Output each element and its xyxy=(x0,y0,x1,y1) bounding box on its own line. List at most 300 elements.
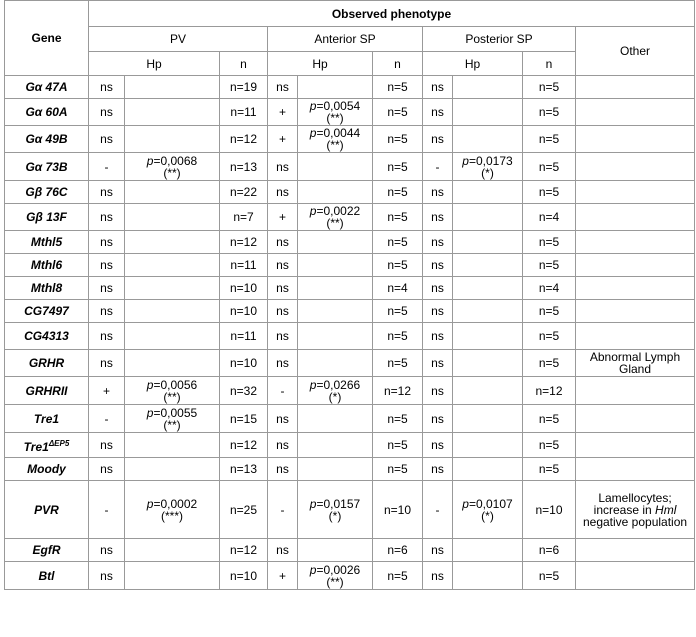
pv-hp-cell: ns xyxy=(89,76,125,99)
p-value: 0,0173 xyxy=(476,153,513,168)
psp-n-cell: n=5 xyxy=(523,231,576,254)
pv-hp-cell: ns xyxy=(89,323,125,350)
significance: (*) xyxy=(481,165,494,180)
table-row xyxy=(5,433,695,458)
asp-hp-cell: - xyxy=(268,377,298,405)
other-cell xyxy=(576,481,695,539)
p-label: p xyxy=(462,153,469,168)
psp-hp-cell: - xyxy=(423,153,453,181)
asp-hp-cell: ns xyxy=(268,76,298,99)
gene-name: GRHRII xyxy=(25,383,68,398)
psp-p-cell xyxy=(453,204,523,231)
psp-hp-cell: ns xyxy=(423,458,453,481)
pv-hp-cell: - xyxy=(89,405,125,433)
asp-n-cell: n=5 xyxy=(373,458,423,481)
psp-hp-cell: ns xyxy=(423,405,453,433)
asp-n-cell: n=5 xyxy=(373,562,423,590)
asp-hp-cell: ns xyxy=(268,181,298,204)
other-text: Abnormal Lymph Gland xyxy=(589,350,681,376)
asp-hp-cell: - xyxy=(268,481,298,539)
pv-p-cell xyxy=(125,562,220,590)
p-label: p xyxy=(309,126,317,140)
pv-p-cell xyxy=(125,231,220,254)
header-asp-hp: Hp xyxy=(268,52,373,76)
psp-n-cell: n=6 xyxy=(523,539,576,562)
pv-n-cell: n=7 xyxy=(220,204,268,231)
gene-name: Gβ 13F xyxy=(26,210,67,224)
gene-cell xyxy=(5,204,89,231)
p-value: 0,0054 xyxy=(323,99,361,113)
other-cell xyxy=(576,277,695,300)
other-cell xyxy=(576,181,695,204)
table-row xyxy=(5,181,695,204)
pv-hp-cell: ns xyxy=(89,539,125,562)
asp-p-cell: p=0,0044 (**) xyxy=(298,126,373,153)
asp-p-cell xyxy=(298,181,373,204)
psp-hp-cell: ns xyxy=(423,277,453,300)
psp-n-cell: n=4 xyxy=(523,277,576,300)
asp-n-cell: n=5 xyxy=(373,99,423,126)
pv-n-cell: n=11 xyxy=(220,254,268,277)
header-posterior-sp: Posterior SP xyxy=(423,27,576,52)
other-cell xyxy=(576,350,695,377)
asp-n-cell: n=5 xyxy=(373,254,423,277)
other-cell xyxy=(576,254,695,277)
psp-n-cell: n=5 xyxy=(523,300,576,323)
psp-n-cell: n=5 xyxy=(523,433,576,458)
psp-n-cell: n=5 xyxy=(523,99,576,126)
asp-hp-cell: ns xyxy=(268,539,298,562)
gene-cell xyxy=(5,377,89,405)
psp-p-cell: p=0,0107 (*) xyxy=(453,481,523,539)
gene-cell xyxy=(5,481,89,539)
asp-p-cell: p=0,0054 (**) xyxy=(298,99,373,126)
pv-p-cell xyxy=(125,458,220,481)
other-cell xyxy=(576,126,695,153)
pv-hp-cell: - xyxy=(89,481,125,539)
asp-hp-cell: ns xyxy=(268,254,298,277)
asp-hp-cell: + xyxy=(268,126,298,153)
other-cell xyxy=(576,231,695,254)
psp-n-cell: n=5 xyxy=(523,254,576,277)
pv-p-cell xyxy=(125,300,220,323)
pv-p-cell xyxy=(125,181,220,204)
gene-cell xyxy=(5,231,89,254)
psp-hp-cell: - xyxy=(423,481,453,539)
pv-p-cell xyxy=(125,76,220,99)
p-value: 0,0056 xyxy=(160,377,198,392)
gene-name: Btl xyxy=(38,568,55,583)
gene-cell xyxy=(5,350,89,377)
significance: (*) xyxy=(328,508,342,523)
header-pv: PV xyxy=(89,27,268,52)
phenotype-table xyxy=(4,0,695,590)
table-row xyxy=(5,481,695,539)
significance: (**) xyxy=(326,111,344,125)
pv-hp-cell: ns xyxy=(89,181,125,204)
p-label: p xyxy=(462,496,469,511)
asp-n-cell: n=4 xyxy=(373,277,423,300)
psp-p-cell: p=0,0173 (*) xyxy=(453,153,523,181)
asp-n-cell: n=5 xyxy=(373,76,423,99)
pv-hp-cell: - xyxy=(89,153,125,181)
pv-n-cell: n=13 xyxy=(220,458,268,481)
psp-p-cell xyxy=(453,539,523,562)
psp-n-cell: n=5 xyxy=(523,562,576,590)
gene-cell xyxy=(5,323,89,350)
pv-hp-cell: + xyxy=(89,377,125,405)
gene-name: Gβ 76C xyxy=(25,185,68,199)
other-cell xyxy=(576,323,695,350)
pv-p-cell: p=0,0056 (**) xyxy=(125,377,220,405)
gene-superscript: ΔEP5 xyxy=(48,438,70,448)
pv-p-cell xyxy=(125,433,220,458)
asp-hp-cell: + xyxy=(268,204,298,231)
psp-n-cell: n=5 xyxy=(523,181,576,204)
asp-hp-cell: ns xyxy=(268,277,298,300)
pv-n-cell: n=12 xyxy=(220,539,268,562)
p-value: 0,0002 xyxy=(160,496,198,511)
pv-n-cell: n=12 xyxy=(220,231,268,254)
other-cell xyxy=(576,458,695,481)
asp-hp-cell: ns xyxy=(268,458,298,481)
gene-cell xyxy=(5,277,89,300)
other-cell xyxy=(576,76,695,99)
psp-hp-cell: ns xyxy=(423,76,453,99)
p-value: 0,0157 xyxy=(323,496,361,511)
pv-hp-cell: ns xyxy=(89,433,125,458)
pv-p-cell: p=0,0002 (***) xyxy=(125,481,220,539)
pv-p-cell: p=0,0068 (**) xyxy=(125,153,220,181)
asp-hp-cell: ns xyxy=(268,153,298,181)
gene-name: CG7497 xyxy=(24,304,69,318)
asp-p-cell: p=0,0157 (*) xyxy=(298,481,373,539)
gene-name: Mthl5 xyxy=(30,235,63,249)
pv-n-cell: n=13 xyxy=(220,153,268,181)
asp-p-cell xyxy=(298,153,373,181)
asp-p-cell xyxy=(298,350,373,377)
gene-name: PVR xyxy=(34,502,59,517)
significance: (**) xyxy=(163,417,181,432)
psp-p-cell xyxy=(453,231,523,254)
significance: (**) xyxy=(326,138,344,152)
other-italic: Hml xyxy=(655,502,677,517)
table-row xyxy=(5,126,695,153)
psp-n-cell: n=5 xyxy=(523,153,576,181)
psp-p-cell xyxy=(453,300,523,323)
psp-p-cell xyxy=(453,377,523,405)
other-cell xyxy=(576,377,695,405)
gene-cell xyxy=(5,76,89,99)
significance: (**) xyxy=(326,216,344,230)
pv-p-cell xyxy=(125,350,220,377)
asp-n-cell: n=5 xyxy=(373,405,423,433)
psp-hp-cell: ns xyxy=(423,300,453,323)
table-row xyxy=(5,350,695,377)
gene-cell xyxy=(5,99,89,126)
psp-p-cell xyxy=(453,76,523,99)
significance: (*) xyxy=(328,389,342,404)
header-gene: Gene xyxy=(5,1,89,76)
pv-n-cell: n=12 xyxy=(220,433,268,458)
gene-name: Gα 47A xyxy=(25,80,68,94)
pv-n-cell: n=19 xyxy=(220,76,268,99)
header-psp-hp: Hp xyxy=(423,52,523,76)
gene-name: Gα 60A xyxy=(25,105,68,119)
pv-n-cell: n=25 xyxy=(220,481,268,539)
psp-hp-cell: ns xyxy=(423,323,453,350)
asp-hp-cell: + xyxy=(268,99,298,126)
significance: (**) xyxy=(326,574,344,589)
p-value: 0,0068 xyxy=(160,153,198,168)
gene-name: Gα 49B xyxy=(25,132,68,146)
asp-n-cell: n=10 xyxy=(373,481,423,539)
asp-n-cell: n=5 xyxy=(373,204,423,231)
psp-hp-cell: ns xyxy=(423,350,453,377)
table-row xyxy=(5,204,695,231)
header-asp-n: n xyxy=(373,52,423,76)
pv-p-cell xyxy=(125,99,220,126)
header-pv-n: n xyxy=(220,52,268,76)
asp-p-cell xyxy=(298,323,373,350)
gene-cell xyxy=(5,153,89,181)
other-text-post: negative population xyxy=(582,514,688,529)
pv-n-cell: n=10 xyxy=(220,350,268,377)
pv-n-cell: n=10 xyxy=(220,300,268,323)
table-row xyxy=(5,99,695,126)
table-row xyxy=(5,377,695,405)
other-cell xyxy=(576,433,695,458)
asp-p-cell: p=0,0266 (*) xyxy=(298,377,373,405)
other-cell xyxy=(576,562,695,590)
psp-n-cell: n=12 xyxy=(523,377,576,405)
psp-n-cell: n=5 xyxy=(523,458,576,481)
gene-cell xyxy=(5,126,89,153)
asp-n-cell: n=5 xyxy=(373,323,423,350)
significance: (**) xyxy=(163,389,181,404)
pv-p-cell xyxy=(125,254,220,277)
p-label: p xyxy=(146,153,154,168)
asp-n-cell: n=5 xyxy=(373,126,423,153)
table-row xyxy=(5,562,695,590)
other-cell xyxy=(576,405,695,433)
asp-p-cell: p=0,0022 (**) xyxy=(298,204,373,231)
pv-n-cell: n=15 xyxy=(220,405,268,433)
table-row xyxy=(5,458,695,481)
gene-name: Gα 73B xyxy=(25,159,68,174)
psp-hp-cell: ns xyxy=(423,231,453,254)
p-value: 0,0044 xyxy=(323,126,361,140)
asp-p-cell xyxy=(298,433,373,458)
psp-n-cell: n=5 xyxy=(523,126,576,153)
significance: (*) xyxy=(481,508,494,523)
psp-n-cell: n=5 xyxy=(523,323,576,350)
gene-cell xyxy=(5,300,89,323)
table-row xyxy=(5,405,695,433)
gene-cell xyxy=(5,539,89,562)
asp-hp-cell: ns xyxy=(268,300,298,323)
gene-name: GRHR xyxy=(28,356,65,370)
header-observed-phenotype: Observed phenotype xyxy=(89,1,695,27)
asp-p-cell xyxy=(298,231,373,254)
psp-p-cell xyxy=(453,99,523,126)
gene-name: Tre1 xyxy=(33,411,60,426)
psp-p-cell xyxy=(453,126,523,153)
psp-p-cell xyxy=(453,350,523,377)
psp-n-cell: n=5 xyxy=(523,76,576,99)
asp-n-cell: n=5 xyxy=(373,433,423,458)
gene-name: Mthl6 xyxy=(30,258,63,272)
psp-p-cell xyxy=(453,323,523,350)
table-row xyxy=(5,231,695,254)
other-cell xyxy=(576,204,695,231)
other-cell xyxy=(576,539,695,562)
psp-n-cell: n=10 xyxy=(523,481,576,539)
asp-p-cell xyxy=(298,539,373,562)
p-label: p xyxy=(309,377,317,392)
header-other: Other xyxy=(576,27,695,76)
psp-hp-cell: ns xyxy=(423,204,453,231)
asp-hp-cell: ns xyxy=(268,323,298,350)
psp-hp-cell: ns xyxy=(423,99,453,126)
asp-hp-cell: ns xyxy=(268,405,298,433)
pv-hp-cell: ns xyxy=(89,300,125,323)
pv-hp-cell: ns xyxy=(89,277,125,300)
table-row xyxy=(5,76,695,99)
table-row xyxy=(5,300,695,323)
pv-n-cell: n=11 xyxy=(220,99,268,126)
pv-n-cell: n=12 xyxy=(220,126,268,153)
psp-p-cell xyxy=(453,433,523,458)
asp-p-cell xyxy=(298,405,373,433)
p-value: 0,0022 xyxy=(323,204,361,218)
psp-hp-cell: ns xyxy=(423,539,453,562)
header-anterior-sp: Anterior SP xyxy=(268,27,423,52)
p-value: 0,0107 xyxy=(476,496,513,511)
gene-name: Mthl8 xyxy=(30,281,63,295)
asp-hp-cell: + xyxy=(268,562,298,590)
psp-p-cell xyxy=(453,458,523,481)
pv-n-cell: n=22 xyxy=(220,181,268,204)
gene-cell xyxy=(5,254,89,277)
psp-hp-cell: ns xyxy=(423,254,453,277)
significance: (***) xyxy=(160,508,183,523)
pv-p-cell xyxy=(125,277,220,300)
asp-p-cell xyxy=(298,300,373,323)
pv-hp-cell: ns xyxy=(89,231,125,254)
gene-cell xyxy=(5,181,89,204)
pv-p-cell xyxy=(125,126,220,153)
psp-n-cell: n=4 xyxy=(523,204,576,231)
header-psp-n: n xyxy=(523,52,576,76)
pv-n-cell: n=32 xyxy=(220,377,268,405)
other-cell xyxy=(576,153,695,181)
header-pv-hp: Hp xyxy=(89,52,220,76)
pv-hp-cell: ns xyxy=(89,126,125,153)
pv-hp-cell: ns xyxy=(89,204,125,231)
asp-n-cell: n=5 xyxy=(373,300,423,323)
gene-name: EgfR xyxy=(32,543,61,557)
asp-p-cell: p=0,0026 (**) xyxy=(298,562,373,590)
gene-cell xyxy=(5,405,89,433)
psp-hp-cell: ns xyxy=(423,377,453,405)
asp-hp-cell: ns xyxy=(268,433,298,458)
pv-n-cell: n=11 xyxy=(220,323,268,350)
gene-name: Moody xyxy=(27,462,66,476)
asp-n-cell: n=12 xyxy=(373,377,423,405)
p-label: p xyxy=(146,496,154,511)
asp-n-cell: n=6 xyxy=(373,539,423,562)
psp-n-cell: n=5 xyxy=(523,350,576,377)
asp-n-cell: n=5 xyxy=(373,350,423,377)
psp-p-cell xyxy=(453,562,523,590)
psp-hp-cell: ns xyxy=(423,181,453,204)
p-label: p xyxy=(309,99,317,113)
gene-cell xyxy=(5,433,89,458)
pv-hp-cell: ns xyxy=(89,254,125,277)
gene-name: CG4313 xyxy=(24,329,69,343)
table-row xyxy=(5,539,695,562)
table-row xyxy=(5,254,695,277)
p-label: p xyxy=(146,377,154,392)
gene-cell xyxy=(5,458,89,481)
asp-n-cell: n=5 xyxy=(373,181,423,204)
other-cell xyxy=(576,99,695,126)
p-value: 0,0055 xyxy=(160,405,198,420)
pv-hp-cell: ns xyxy=(89,99,125,126)
pv-n-cell: n=10 xyxy=(220,277,268,300)
pv-hp-cell: ns xyxy=(89,458,125,481)
pv-n-cell: n=10 xyxy=(220,562,268,590)
p-label: p xyxy=(146,405,154,420)
pv-hp-cell: ns xyxy=(89,350,125,377)
psp-hp-cell: ns xyxy=(423,126,453,153)
gene-name: Tre1 xyxy=(23,439,49,454)
significance: (**) xyxy=(163,165,181,180)
p-label: p xyxy=(309,204,317,218)
p-value: 0,0266 xyxy=(323,377,361,392)
psp-p-cell xyxy=(453,254,523,277)
pv-hp-cell: ns xyxy=(89,562,125,590)
asp-n-cell: n=5 xyxy=(373,153,423,181)
psp-p-cell xyxy=(453,181,523,204)
psp-p-cell xyxy=(453,277,523,300)
asp-hp-cell: ns xyxy=(268,231,298,254)
asp-n-cell: n=5 xyxy=(373,231,423,254)
other-text: Lamellocytes; increase in xyxy=(593,490,672,517)
pv-p-cell xyxy=(125,323,220,350)
table-row xyxy=(5,277,695,300)
p-label: p xyxy=(309,562,317,577)
asp-p-cell xyxy=(298,76,373,99)
psp-hp-cell: ns xyxy=(423,562,453,590)
psp-hp-cell: ns xyxy=(423,433,453,458)
psp-n-cell: n=5 xyxy=(523,405,576,433)
table-row xyxy=(5,323,695,350)
psp-p-cell xyxy=(453,405,523,433)
pv-p-cell xyxy=(125,204,220,231)
gene-cell xyxy=(5,562,89,590)
other-cell xyxy=(576,300,695,323)
table-row xyxy=(5,153,695,181)
asp-p-cell xyxy=(298,458,373,481)
asp-p-cell xyxy=(298,277,373,300)
p-label: p xyxy=(309,496,317,511)
pv-p-cell xyxy=(125,539,220,562)
asp-p-cell xyxy=(298,254,373,277)
asp-hp-cell: ns xyxy=(268,350,298,377)
p-value: 0,0026 xyxy=(323,562,361,577)
